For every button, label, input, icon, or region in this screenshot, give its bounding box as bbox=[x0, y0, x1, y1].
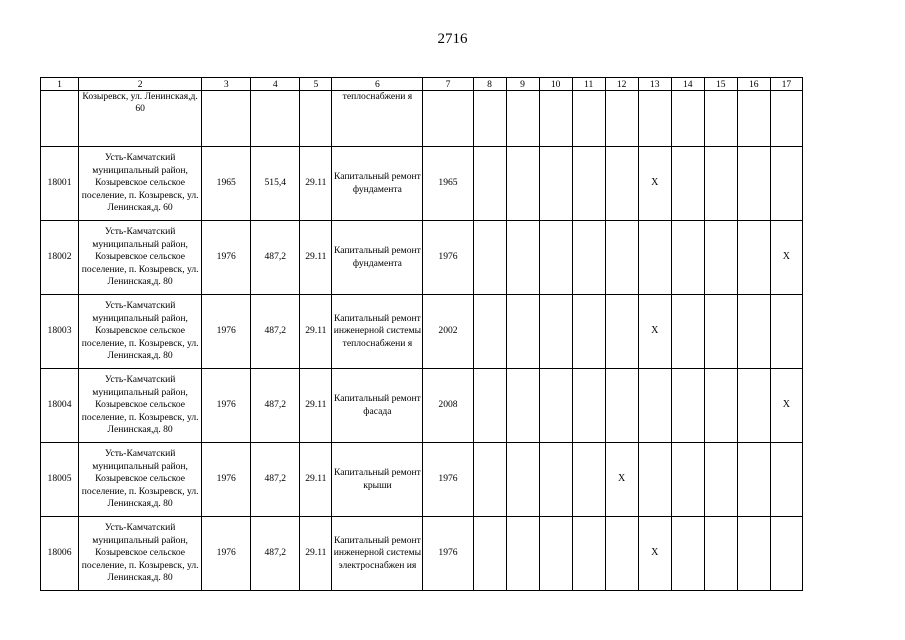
mark-cell: X bbox=[605, 443, 638, 517]
table-row bbox=[41, 147, 803, 221]
table-cell bbox=[539, 147, 572, 221]
date-cell: 29.11 bbox=[300, 221, 332, 295]
work-year-cell: 2008 bbox=[423, 369, 473, 443]
date-cell: 29.11 bbox=[300, 517, 332, 591]
table-cell bbox=[638, 443, 671, 517]
date-cell: 29.11 bbox=[300, 369, 332, 443]
mark-cell: X bbox=[770, 369, 802, 443]
table-cell bbox=[572, 517, 605, 591]
table-cell bbox=[704, 147, 737, 221]
mark-cell: X bbox=[638, 517, 671, 591]
table-cell bbox=[572, 147, 605, 221]
table-cell bbox=[506, 295, 539, 369]
mark-cell: X bbox=[770, 221, 802, 295]
table-cell bbox=[506, 91, 539, 147]
column-header: 1 bbox=[41, 78, 79, 91]
table-cell bbox=[770, 295, 802, 369]
address-cell: Усть-Камчатский муниципальный район, Козыревское сельское поселение, п. Козыревск, ул. Ленинская,д. 80 bbox=[79, 517, 202, 591]
address-cell: Усть-Камчатский муниципальный район, Козыревское сельское поселение, п. Козыревск, ул. Ленинская,д. 80 bbox=[79, 295, 202, 369]
year-cell: 1976 bbox=[202, 369, 251, 443]
table-row bbox=[41, 221, 803, 295]
work-cell: Капитальный ремонт инженерной системы теплоснабжени я bbox=[332, 295, 423, 369]
table-cell bbox=[737, 369, 770, 443]
table-cell bbox=[704, 295, 737, 369]
work-cell: теплоснабжени я bbox=[332, 91, 423, 147]
table-row bbox=[41, 517, 803, 591]
area-cell: 487,2 bbox=[251, 369, 300, 443]
table-cell bbox=[605, 517, 638, 591]
work-cell: Капитальный ремонт фасада bbox=[332, 369, 423, 443]
work-year-cell: 2002 bbox=[423, 295, 473, 369]
table-cell bbox=[704, 91, 737, 147]
table-cell bbox=[704, 517, 737, 591]
table-cell bbox=[473, 517, 506, 591]
area-cell: 487,2 bbox=[251, 443, 300, 517]
table-cell bbox=[737, 295, 770, 369]
table-cell bbox=[539, 443, 572, 517]
work-cell: Капитальный ремонт фундамента bbox=[332, 147, 423, 221]
column-header: 4 bbox=[251, 78, 300, 91]
table-cell bbox=[605, 91, 638, 147]
table-cell bbox=[300, 91, 332, 147]
table-cell bbox=[770, 91, 802, 147]
column-header: 10 bbox=[539, 78, 572, 91]
table-cell bbox=[572, 369, 605, 443]
year-cell: 1965 bbox=[202, 147, 251, 221]
table-cell bbox=[605, 147, 638, 221]
table-cell bbox=[251, 91, 300, 147]
table-row bbox=[41, 443, 803, 517]
header-row bbox=[41, 78, 803, 91]
table-cell bbox=[572, 91, 605, 147]
table-cell bbox=[671, 295, 704, 369]
table-cell bbox=[41, 91, 79, 147]
table-cell bbox=[704, 369, 737, 443]
address-cell: Козыревск, ул. Ленинская,д. 60 bbox=[79, 91, 202, 147]
table-cell bbox=[506, 369, 539, 443]
table-cell bbox=[423, 91, 473, 147]
table-cell bbox=[671, 443, 704, 517]
year-cell: 1976 bbox=[202, 517, 251, 591]
column-header: 9 bbox=[506, 78, 539, 91]
table-cell bbox=[539, 91, 572, 147]
table-cell bbox=[770, 147, 802, 221]
id-cell: 18004 bbox=[41, 369, 79, 443]
address-cell: Усть-Камчатский муниципальный район, Козыревское сельское поселение, п. Козыревск, ул. Ленинская,д. 80 bbox=[79, 443, 202, 517]
column-header: 2 bbox=[79, 78, 202, 91]
year-cell: 1976 bbox=[202, 295, 251, 369]
area-cell: 487,2 bbox=[251, 517, 300, 591]
date-cell: 29.11 bbox=[300, 147, 332, 221]
table-cell bbox=[737, 221, 770, 295]
table-cell bbox=[473, 295, 506, 369]
table-cell bbox=[737, 147, 770, 221]
table-cell bbox=[473, 147, 506, 221]
table-cell bbox=[671, 221, 704, 295]
table-cell bbox=[506, 221, 539, 295]
address-cell: Усть-Камчатский муниципальный район, Козыревское сельское поселение, п. Козыревск, ул. Ленинская,д. 60 bbox=[79, 147, 202, 221]
address-cell: Усть-Камчатский муниципальный район, Козыревское сельское поселение, п. Козыревск, ул. Ленинская,д. 80 bbox=[79, 369, 202, 443]
table-row bbox=[41, 369, 803, 443]
column-header: 8 bbox=[473, 78, 506, 91]
work-year-cell: 1976 bbox=[423, 443, 473, 517]
table-cell bbox=[473, 221, 506, 295]
table-cell bbox=[572, 295, 605, 369]
table-cell bbox=[704, 443, 737, 517]
table-cell bbox=[737, 91, 770, 147]
id-cell: 18001 bbox=[41, 147, 79, 221]
work-year-cell: 1965 bbox=[423, 147, 473, 221]
table-cell bbox=[605, 221, 638, 295]
table-cell bbox=[506, 147, 539, 221]
work-year-cell: 1976 bbox=[423, 517, 473, 591]
table-cell bbox=[737, 443, 770, 517]
table-cell bbox=[770, 517, 802, 591]
table-cell bbox=[506, 517, 539, 591]
column-header: 16 bbox=[737, 78, 770, 91]
id-cell: 18005 bbox=[41, 443, 79, 517]
work-cell: Капитальный ремонт фундамента bbox=[332, 221, 423, 295]
year-cell: 1976 bbox=[202, 443, 251, 517]
area-cell: 487,2 bbox=[251, 295, 300, 369]
date-cell: 29.11 bbox=[300, 295, 332, 369]
column-header: 11 bbox=[572, 78, 605, 91]
table-cell bbox=[671, 369, 704, 443]
register-table bbox=[40, 77, 803, 591]
table-cell bbox=[638, 91, 671, 147]
column-header: 17 bbox=[770, 78, 802, 91]
id-cell: 18002 bbox=[41, 221, 79, 295]
table-cell bbox=[539, 221, 572, 295]
address-cell: Усть-Камчатский муниципальный район, Козыревское сельское поселение, п. Козыревск, ул. Ленинская,д. 80 bbox=[79, 221, 202, 295]
id-cell: 18006 bbox=[41, 517, 79, 591]
table-cell bbox=[671, 517, 704, 591]
column-header: 6 bbox=[332, 78, 423, 91]
table-cell bbox=[704, 221, 737, 295]
column-header: 3 bbox=[202, 78, 251, 91]
table-cell bbox=[737, 517, 770, 591]
id-cell: 18003 bbox=[41, 295, 79, 369]
area-cell: 487,2 bbox=[251, 221, 300, 295]
table-cell bbox=[539, 295, 572, 369]
table-cell bbox=[473, 91, 506, 147]
table-cell bbox=[572, 221, 605, 295]
column-header: 5 bbox=[300, 78, 332, 91]
column-header: 15 bbox=[704, 78, 737, 91]
year-cell: 1976 bbox=[202, 221, 251, 295]
table-cell bbox=[605, 295, 638, 369]
table-cell bbox=[202, 91, 251, 147]
mark-cell: X bbox=[638, 295, 671, 369]
area-cell: 515,4 bbox=[251, 147, 300, 221]
column-header: 12 bbox=[605, 78, 638, 91]
work-year-cell: 1976 bbox=[423, 221, 473, 295]
page-number: 2716 bbox=[437, 31, 468, 47]
table-cell bbox=[539, 369, 572, 443]
table-row bbox=[41, 295, 803, 369]
mark-cell: X bbox=[638, 147, 671, 221]
column-header: 7 bbox=[423, 78, 473, 91]
table-cell bbox=[671, 147, 704, 221]
table-cell bbox=[506, 443, 539, 517]
work-cell: Капитальный ремонт инженерной системы электроснабжен ия bbox=[332, 517, 423, 591]
column-header: 13 bbox=[638, 78, 671, 91]
table-cell bbox=[671, 91, 704, 147]
work-cell: Капитальный ремонт крыши bbox=[332, 443, 423, 517]
table-cell bbox=[473, 443, 506, 517]
table-cell bbox=[539, 517, 572, 591]
table-cell bbox=[638, 369, 671, 443]
continued-row bbox=[41, 91, 803, 147]
table-body bbox=[41, 78, 803, 591]
column-header: 14 bbox=[671, 78, 704, 91]
table-cell bbox=[572, 443, 605, 517]
table-cell bbox=[770, 443, 802, 517]
table-cell bbox=[638, 221, 671, 295]
date-cell: 29.11 bbox=[300, 443, 332, 517]
table-cell bbox=[473, 369, 506, 443]
table-cell bbox=[605, 369, 638, 443]
